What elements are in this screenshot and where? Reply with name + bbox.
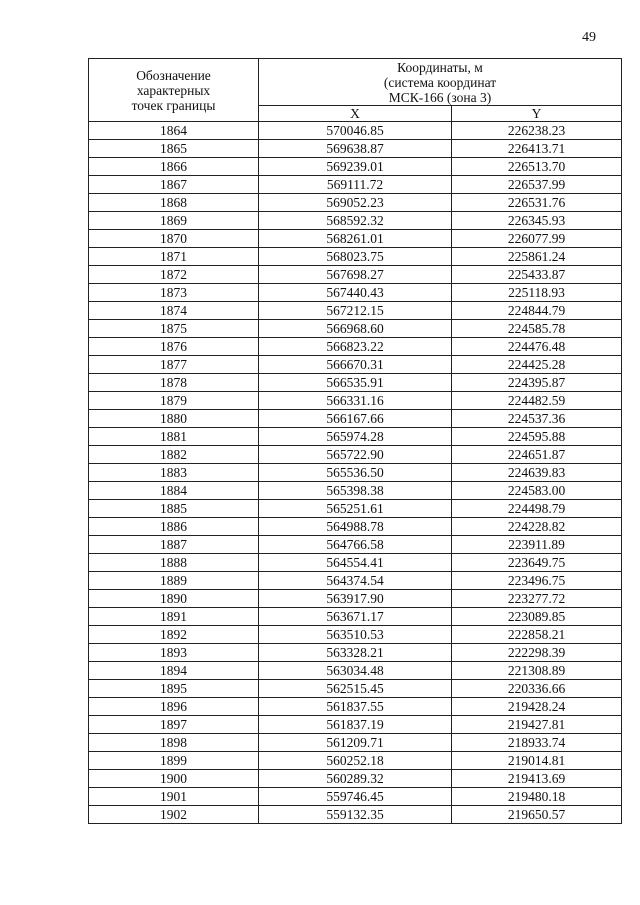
- y-coordinate-cell: 224639.83: [452, 464, 622, 482]
- y-coordinate-cell: 222298.39: [452, 644, 622, 662]
- x-coordinate-cell: 568261.01: [259, 230, 452, 248]
- point-cell: 1895: [89, 680, 259, 698]
- x-coordinate-cell: 567440.43: [259, 284, 452, 302]
- table-row: [89, 500, 622, 518]
- y-coordinate-cell: 224651.87: [452, 446, 622, 464]
- point-cell: 1884: [89, 482, 259, 500]
- point-cell: 1896: [89, 698, 259, 716]
- table-row: [89, 428, 622, 446]
- point-cell: 1878: [89, 374, 259, 392]
- table-row: [89, 248, 622, 266]
- table-row: [89, 482, 622, 500]
- point-cell: 1869: [89, 212, 259, 230]
- table-row: [89, 230, 622, 248]
- y-coordinate-cell: 222858.21: [452, 626, 622, 644]
- y-coordinate-cell: 219014.81: [452, 752, 622, 770]
- y-coordinate-cell: 225433.87: [452, 266, 622, 284]
- table-row: [89, 806, 622, 824]
- x-coordinate-cell: 565398.38: [259, 482, 452, 500]
- y-coordinate-cell: 219650.57: [452, 806, 622, 824]
- point-cell: 1871: [89, 248, 259, 266]
- point-cell: 1886: [89, 518, 259, 536]
- y-coordinate-cell: 226537.99: [452, 176, 622, 194]
- table-row: [89, 410, 622, 428]
- header-designation-line: характерных: [136, 82, 211, 98]
- x-coordinate-cell: 559746.45: [259, 788, 452, 806]
- table-row: [89, 554, 622, 572]
- table-row: [89, 284, 622, 302]
- page-number: 49: [582, 30, 596, 45]
- header-coordinates-line: (система координат: [383, 74, 497, 90]
- y-coordinate-cell: 225118.93: [452, 284, 622, 302]
- y-coordinate-cell: 223496.75: [452, 572, 622, 590]
- header-y: Y: [452, 106, 622, 122]
- point-cell: 1867: [89, 176, 259, 194]
- header-designation-line: точек границы: [131, 97, 216, 113]
- y-coordinate-cell: 219427.81: [452, 716, 622, 734]
- table-row: [89, 626, 622, 644]
- header-row: [89, 59, 622, 106]
- table-row: [89, 572, 622, 590]
- table-row: [89, 644, 622, 662]
- table-row: [89, 266, 622, 284]
- point-cell: 1864: [89, 122, 259, 140]
- y-coordinate-cell: 223089.85: [452, 608, 622, 626]
- point-cell: 1901: [89, 788, 259, 806]
- point-cell: 1889: [89, 572, 259, 590]
- x-coordinate-cell: 561837.19: [259, 716, 452, 734]
- table-row: [89, 770, 622, 788]
- table-row: [89, 446, 622, 464]
- y-coordinate-cell: 219480.18: [452, 788, 622, 806]
- x-coordinate-cell: 565722.90: [259, 446, 452, 464]
- x-coordinate-cell: 568592.32: [259, 212, 452, 230]
- table-row: [89, 302, 622, 320]
- header-x: X: [259, 106, 452, 122]
- y-coordinate-cell: 224537.36: [452, 410, 622, 428]
- x-coordinate-cell: 563034.48: [259, 662, 452, 680]
- point-cell: 1879: [89, 392, 259, 410]
- x-coordinate-cell: 566535.91: [259, 374, 452, 392]
- x-coordinate-cell: 565251.61: [259, 500, 452, 518]
- table-row: [89, 680, 622, 698]
- x-coordinate-cell: 564554.41: [259, 554, 452, 572]
- y-coordinate-cell: 224583.00: [452, 482, 622, 500]
- x-coordinate-cell: 569111.72: [259, 176, 452, 194]
- point-cell: 1870: [89, 230, 259, 248]
- x-coordinate-cell: 567212.15: [259, 302, 452, 320]
- x-coordinate-cell: 563917.90: [259, 590, 452, 608]
- table-row: [89, 356, 622, 374]
- point-cell: 1898: [89, 734, 259, 752]
- table-row: [89, 338, 622, 356]
- table-row: [89, 374, 622, 392]
- x-coordinate-cell: 563671.17: [259, 608, 452, 626]
- table-row: [89, 518, 622, 536]
- y-coordinate-cell: 220336.66: [452, 680, 622, 698]
- point-cell: 1893: [89, 644, 259, 662]
- table-row: [89, 752, 622, 770]
- y-coordinate-cell: 225861.24: [452, 248, 622, 266]
- header-coordinates: [259, 59, 622, 106]
- table-row: [89, 212, 622, 230]
- table-row: [89, 590, 622, 608]
- table-row: [89, 464, 622, 482]
- y-coordinate-cell: 224482.59: [452, 392, 622, 410]
- point-cell: 1873: [89, 284, 259, 302]
- header-coordinates-line: МСК-166 (зона 3): [388, 89, 492, 105]
- point-cell: 1885: [89, 500, 259, 518]
- y-coordinate-cell: 218933.74: [452, 734, 622, 752]
- point-cell: 1902: [89, 806, 259, 824]
- y-coordinate-cell: 224476.48: [452, 338, 622, 356]
- table-row: [89, 194, 622, 212]
- point-cell: 1894: [89, 662, 259, 680]
- header-designation-line: Обозначение: [136, 67, 211, 83]
- y-coordinate-cell: 224595.88: [452, 428, 622, 446]
- x-coordinate-cell: 567698.27: [259, 266, 452, 284]
- x-coordinate-cell: 565974.28: [259, 428, 452, 446]
- y-coordinate-cell: 224395.87: [452, 374, 622, 392]
- point-cell: 1899: [89, 752, 259, 770]
- table-row: [89, 662, 622, 680]
- x-coordinate-cell: 569052.23: [259, 194, 452, 212]
- x-coordinate-cell: 569638.87: [259, 140, 452, 158]
- x-coordinate-cell: 560289.32: [259, 770, 452, 788]
- x-coordinate-cell: 568023.75: [259, 248, 452, 266]
- point-cell: 1887: [89, 536, 259, 554]
- point-cell: 1891: [89, 608, 259, 626]
- point-cell: 1888: [89, 554, 259, 572]
- y-coordinate-cell: 219428.24: [452, 698, 622, 716]
- x-coordinate-cell: 566670.31: [259, 356, 452, 374]
- point-cell: 1866: [89, 158, 259, 176]
- point-cell: 1876: [89, 338, 259, 356]
- y-coordinate-cell: 224425.28: [452, 356, 622, 374]
- x-coordinate-cell: 564374.54: [259, 572, 452, 590]
- point-cell: 1877: [89, 356, 259, 374]
- x-coordinate-cell: 566167.66: [259, 410, 452, 428]
- y-coordinate-cell: 223911.89: [452, 536, 622, 554]
- x-coordinate-cell: 563510.53: [259, 626, 452, 644]
- point-cell: 1890: [89, 590, 259, 608]
- table-row: [89, 176, 622, 194]
- y-coordinate-cell: 226531.76: [452, 194, 622, 212]
- x-coordinate-cell: 566968.60: [259, 320, 452, 338]
- table-row: [89, 140, 622, 158]
- point-cell: 1892: [89, 626, 259, 644]
- x-coordinate-cell: 561837.55: [259, 698, 452, 716]
- y-coordinate-cell: 219413.69: [452, 770, 622, 788]
- y-coordinate-cell: 226513.70: [452, 158, 622, 176]
- point-cell: 1875: [89, 320, 259, 338]
- x-coordinate-cell: 563328.21: [259, 644, 452, 662]
- x-coordinate-cell: 570046.85: [259, 122, 452, 140]
- y-coordinate-cell: 223649.75: [452, 554, 622, 572]
- y-coordinate-cell: 226077.99: [452, 230, 622, 248]
- table-row: [89, 158, 622, 176]
- table-row: [89, 320, 622, 338]
- y-coordinate-cell: 224585.78: [452, 320, 622, 338]
- y-coordinate-cell: 223277.72: [452, 590, 622, 608]
- table-row: [89, 392, 622, 410]
- y-coordinate-cell: 224498.79: [452, 500, 622, 518]
- x-coordinate-cell: 561209.71: [259, 734, 452, 752]
- x-coordinate-cell: 566331.16: [259, 392, 452, 410]
- point-cell: 1872: [89, 266, 259, 284]
- table-row: [89, 716, 622, 734]
- x-coordinate-cell: 564766.58: [259, 536, 452, 554]
- header-coordinates-line: Координаты, м: [397, 59, 483, 75]
- x-coordinate-cell: 566823.22: [259, 338, 452, 356]
- point-cell: 1865: [89, 140, 259, 158]
- table-row: [89, 122, 622, 140]
- point-cell: 1868: [89, 194, 259, 212]
- y-coordinate-cell: 224228.82: [452, 518, 622, 536]
- y-coordinate-cell: 226345.93: [452, 212, 622, 230]
- x-coordinate-cell: 559132.35: [259, 806, 452, 824]
- table-row: [89, 536, 622, 554]
- point-cell: 1880: [89, 410, 259, 428]
- header-point-designation: [89, 59, 259, 122]
- y-coordinate-cell: 221308.89: [452, 662, 622, 680]
- x-coordinate-cell: 569239.01: [259, 158, 452, 176]
- point-cell: 1881: [89, 428, 259, 446]
- point-cell: 1882: [89, 446, 259, 464]
- x-coordinate-cell: 562515.45: [259, 680, 452, 698]
- point-cell: 1897: [89, 716, 259, 734]
- y-coordinate-cell: 226413.71: [452, 140, 622, 158]
- point-cell: 1874: [89, 302, 259, 320]
- y-coordinate-cell: 226238.23: [452, 122, 622, 140]
- table-row: [89, 608, 622, 626]
- x-coordinate-cell: 565536.50: [259, 464, 452, 482]
- table-row: [89, 698, 622, 716]
- table-row: [89, 734, 622, 752]
- y-coordinate-cell: 224844.79: [452, 302, 622, 320]
- table-row: [89, 788, 622, 806]
- x-coordinate-cell: 560252.18: [259, 752, 452, 770]
- point-cell: 1883: [89, 464, 259, 482]
- x-coordinate-cell: 564988.78: [259, 518, 452, 536]
- point-cell: 1900: [89, 770, 259, 788]
- coordinates-table: [88, 58, 622, 824]
- table-body: [89, 122, 622, 824]
